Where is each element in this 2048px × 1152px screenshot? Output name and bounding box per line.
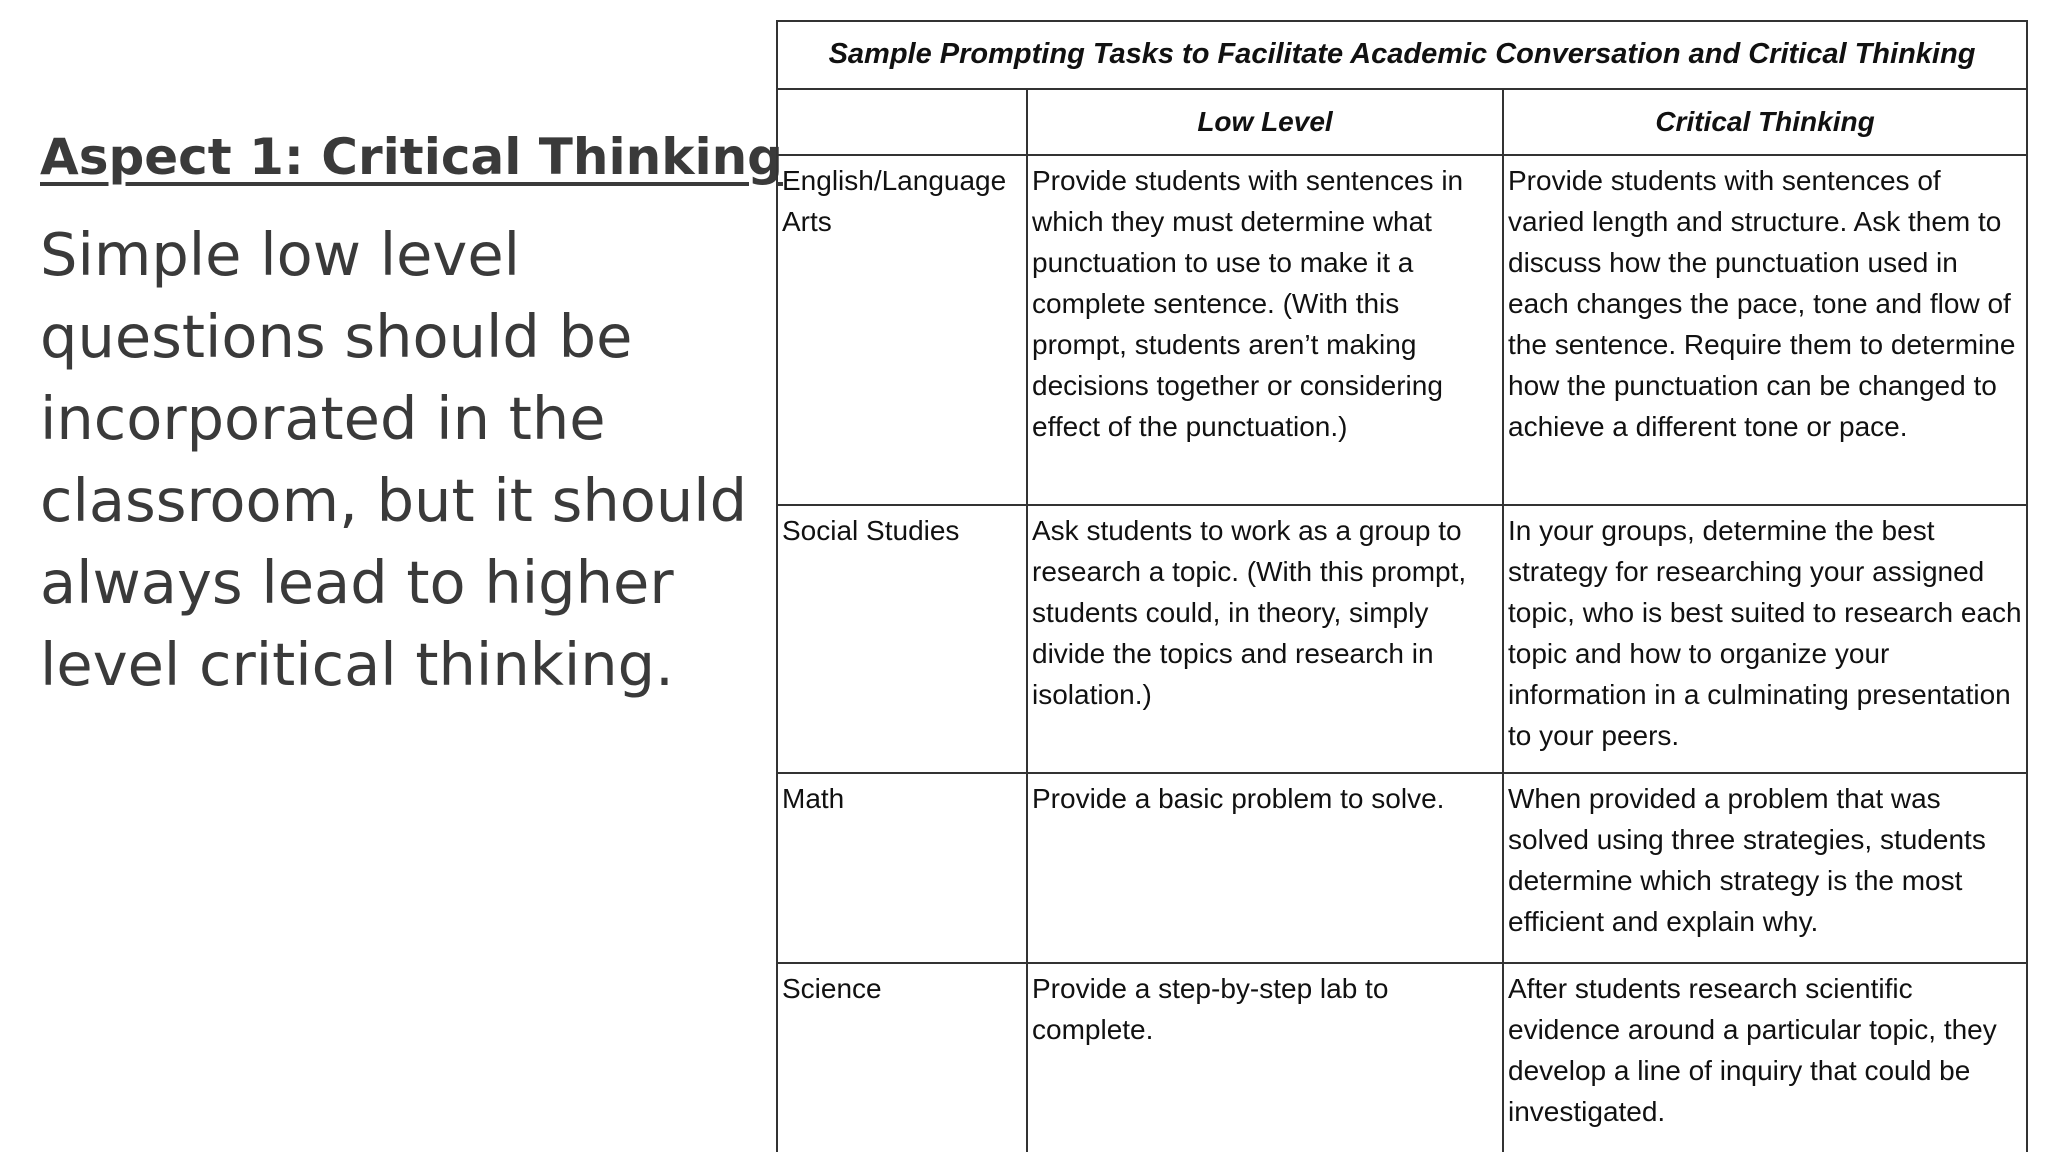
cell-critical-thinking: When provided a problem that was solved using three strategies, students determine which strategy is the most efficient and explain why. — [1503, 773, 2027, 963]
prompting-tasks-table — [776, 20, 2028, 1152]
cell-critical-thinking: Provide students with sentences of varied length and structure. Ask them to discuss how the punctuation used in each changes the pace, tone and flow of the sentence. Require them to determine how the punctuation can be changed to achieve a different tone or pace. — [1503, 155, 2027, 505]
cell-low-level: Provide a step-by-step lab to complete. — [1027, 963, 1503, 1152]
table-row — [777, 963, 2027, 1152]
cell-subject: Science — [777, 963, 1027, 1152]
table-title: Sample Prompting Tasks to Facilitate Academic Conversation and Critical Thinking — [777, 21, 2027, 89]
cell-subject: Math — [777, 773, 1027, 963]
cell-low-level: Ask students to work as a group to research a topic. (With this prompt, students could, in theory, simply divide the topics and research in isolation.) — [1027, 505, 1503, 773]
table-title-row — [777, 21, 2027, 89]
aspect-panel — [40, 128, 783, 706]
header-critical-thinking: Critical Thinking — [1503, 89, 2027, 155]
cell-low-level: Provide a basic problem to solve. — [1027, 773, 1503, 963]
table-row — [777, 155, 2027, 505]
cell-critical-thinking: In your groups, determine the best strategy for researching your assigned topic, who is best suited to research each topic and how to organize your information in a culminating presentation to your peers. — [1503, 505, 2027, 773]
cell-low-level: Provide students with sentences in which they must determine what punctuation to use to make it a complete sentence. (With this prompt, students aren’t making decisions together or considering effect of the punctuation.) — [1027, 155, 1503, 505]
cell-subject: English/Language Arts — [777, 155, 1027, 505]
header-subject — [777, 89, 1027, 155]
cell-critical-thinking: After students research scientific evidence around a particular topic, they develop a line of inquiry that could be investigated. — [1503, 963, 2027, 1152]
aspect-title: Aspect 1: Critical Thinking — [40, 128, 783, 186]
aspect-body: Simple low level questions should be incorporated in the classroom, but it should always lead to higher level critical thinking. — [40, 220, 748, 699]
cell-subject: Social Studies — [777, 505, 1027, 773]
table-row — [777, 505, 2027, 773]
table-row — [777, 773, 2027, 963]
header-low-level: Low Level — [1027, 89, 1503, 155]
table-header-row — [777, 89, 2027, 155]
prompting-tasks-table-wrap — [776, 20, 2026, 1152]
